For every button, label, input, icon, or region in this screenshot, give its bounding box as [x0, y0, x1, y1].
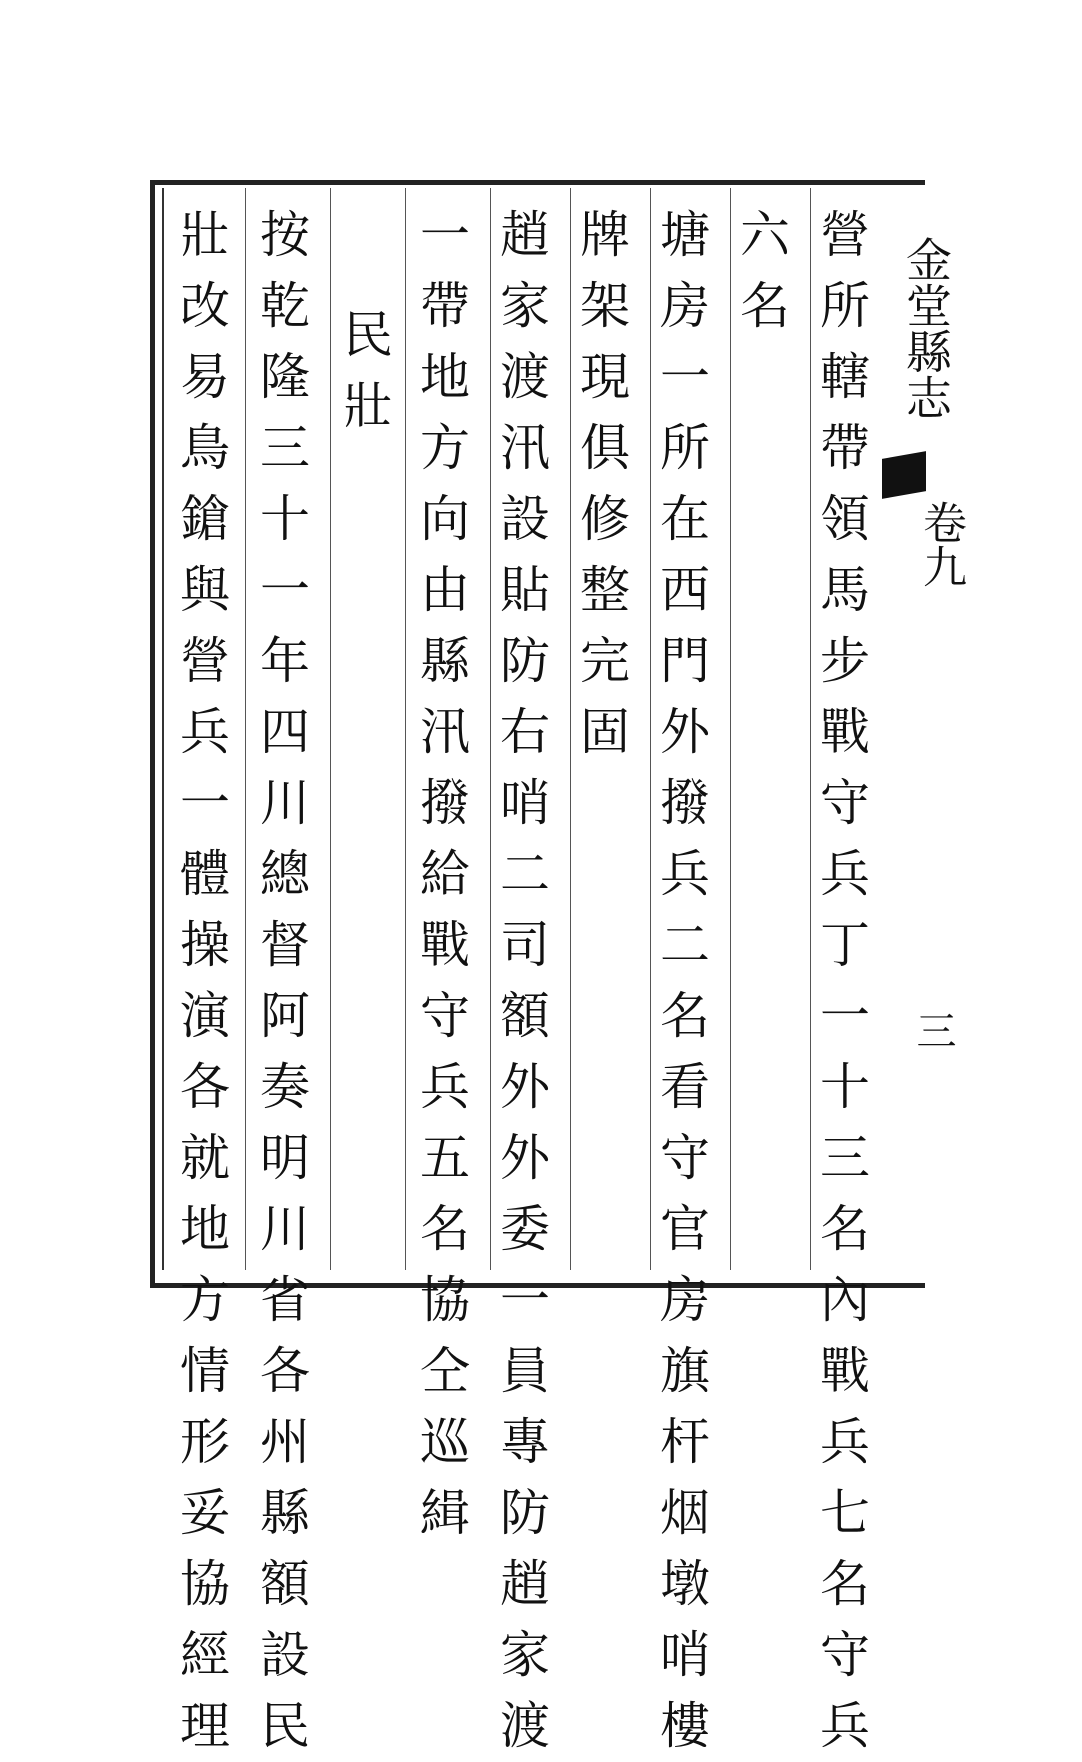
character: 地 — [180, 1200, 230, 1258]
character: 四 — [260, 703, 310, 761]
character: 右 — [500, 703, 550, 761]
character: 丁 — [820, 916, 870, 974]
character: 汛 — [420, 703, 470, 761]
text-column-5 — [495, 200, 555, 1762]
character: 川 — [260, 1200, 310, 1258]
character: 改 — [180, 277, 230, 335]
character: 俱 — [580, 419, 630, 477]
character: 與 — [180, 561, 230, 619]
character: 十 — [820, 1058, 870, 1116]
character: 撥 — [420, 774, 470, 832]
character: 協 — [180, 1555, 230, 1613]
character: 易 — [180, 348, 230, 406]
character: 營 — [180, 632, 230, 690]
character: 巡 — [420, 1413, 470, 1471]
character: 一 — [420, 206, 470, 264]
character: 操 — [180, 916, 230, 974]
character: 一 — [660, 348, 710, 406]
character: 房 — [660, 1271, 710, 1329]
character: 現 — [580, 348, 630, 406]
character: 在 — [660, 490, 710, 548]
character: 一 — [500, 1271, 550, 1329]
character: 額 — [500, 987, 550, 1045]
character: 趙 — [500, 1555, 550, 1613]
character: 專 — [500, 1413, 550, 1471]
character: 隆 — [260, 348, 310, 406]
text-column-3 — [655, 200, 715, 1762]
character: 帶 — [420, 277, 470, 335]
character: 明 — [260, 1129, 310, 1187]
character: 名 — [420, 1200, 470, 1258]
character: 兵 — [420, 1058, 470, 1116]
character: 鎗 — [180, 490, 230, 548]
character: 額 — [260, 1555, 310, 1613]
character: 樓 — [660, 1697, 710, 1755]
character: 壯 — [343, 377, 393, 435]
character: 守 — [820, 774, 870, 832]
character: 二 — [500, 845, 550, 903]
character: 理 — [180, 1697, 230, 1755]
character: 戰 — [820, 703, 870, 761]
character: 一 — [180, 774, 230, 832]
character: 轄 — [820, 348, 870, 406]
character: 汛 — [500, 419, 550, 477]
character: 外 — [660, 703, 710, 761]
character: 守 — [420, 987, 470, 1045]
character: 所 — [660, 419, 710, 477]
character: 州 — [260, 1413, 310, 1471]
column-rule — [810, 188, 811, 1270]
character: 員 — [500, 1342, 550, 1400]
character: 總 — [260, 845, 310, 903]
character: 給 — [420, 845, 470, 903]
character: 外 — [500, 1129, 550, 1187]
character: 委 — [500, 1200, 550, 1258]
volume-label: 卷九 — [915, 500, 966, 588]
character: 方 — [420, 419, 470, 477]
character: 形 — [180, 1413, 230, 1471]
character: 方 — [180, 1271, 230, 1329]
ink-block-mark — [882, 451, 926, 499]
character: 撥 — [660, 774, 710, 832]
character: 旗 — [660, 1342, 710, 1400]
character: 各 — [180, 1058, 230, 1116]
character: 守 — [660, 1129, 710, 1187]
character: 防 — [500, 1484, 550, 1542]
character: 哨 — [500, 774, 550, 832]
character: 帶 — [820, 419, 870, 477]
character: 省 — [260, 1271, 310, 1329]
character: 修 — [580, 490, 630, 548]
character: 防 — [500, 632, 550, 690]
character: 步 — [820, 632, 870, 690]
column-rule — [570, 188, 571, 1270]
character: 六 — [740, 206, 790, 264]
character: 貼 — [500, 561, 550, 619]
character: 兵 — [820, 1413, 870, 1471]
character: 墩 — [660, 1555, 710, 1613]
character: 架 — [580, 277, 630, 335]
character: 體 — [180, 845, 230, 903]
character: 妥 — [180, 1484, 230, 1542]
character: 牌 — [580, 206, 630, 264]
character: 就 — [180, 1129, 230, 1187]
character: 按 — [260, 206, 310, 264]
character: 由 — [420, 561, 470, 619]
character: 門 — [660, 632, 710, 690]
character: 地 — [420, 348, 470, 406]
character: 設 — [260, 1626, 310, 1684]
character: 各 — [260, 1342, 310, 1400]
character: 西 — [660, 561, 710, 619]
column-rule — [405, 188, 406, 1270]
text-column-6 — [415, 200, 475, 1549]
character: 兵 — [660, 845, 710, 903]
character: 家 — [500, 277, 550, 335]
character: 兵 — [820, 845, 870, 903]
text-column-1 — [815, 200, 875, 1762]
character: 營 — [820, 206, 870, 264]
character: 七 — [820, 1484, 870, 1542]
character: 縣 — [420, 632, 470, 690]
character: 渡 — [500, 348, 550, 406]
text-column-8 — [255, 200, 315, 1762]
character: 領 — [820, 490, 870, 548]
character: 三 — [820, 1129, 870, 1187]
character: 民 — [343, 306, 393, 364]
character: 督 — [260, 916, 310, 974]
column-rule — [650, 188, 651, 1270]
character: 烟 — [660, 1484, 710, 1542]
character: 名 — [820, 1200, 870, 1258]
character: 三 — [260, 419, 310, 477]
character: 鳥 — [180, 419, 230, 477]
character: 向 — [420, 490, 470, 548]
character: 川 — [260, 774, 310, 832]
character: 阿 — [260, 987, 310, 1045]
character: 名 — [660, 987, 710, 1045]
character: 民 — [260, 1697, 310, 1755]
character: 固 — [580, 703, 630, 761]
text-column-9 — [175, 200, 235, 1762]
character: 官 — [660, 1200, 710, 1258]
character: 內 — [820, 1271, 870, 1329]
character: 司 — [500, 916, 550, 974]
character: 整 — [580, 561, 630, 619]
book-title: 金堂縣志 — [899, 236, 953, 420]
character: 仝 — [420, 1342, 470, 1400]
character: 守 — [820, 1626, 870, 1684]
character: 設 — [500, 490, 550, 548]
character: 十 — [260, 490, 310, 548]
column-rule — [330, 188, 331, 1270]
character: 五 — [420, 1129, 470, 1187]
character: 杆 — [660, 1413, 710, 1471]
character: 馬 — [820, 561, 870, 619]
character: 經 — [180, 1626, 230, 1684]
character: 緝 — [420, 1484, 470, 1542]
character: 名 — [820, 1555, 870, 1613]
text-column-4 — [575, 200, 635, 768]
character: 情 — [180, 1342, 230, 1400]
character: 房 — [660, 277, 710, 335]
character: 塘 — [660, 206, 710, 264]
character: 所 — [820, 277, 870, 335]
character: 兵 — [180, 703, 230, 761]
page-number: 三 — [910, 1010, 956, 1050]
character: 哨 — [660, 1626, 710, 1684]
column-rule — [730, 188, 731, 1270]
column-rule — [245, 188, 246, 1270]
character: 協 — [420, 1271, 470, 1329]
character: 渡 — [500, 1697, 550, 1755]
character: 兵 — [820, 1697, 870, 1755]
character: 完 — [580, 632, 630, 690]
character: 戰 — [420, 916, 470, 974]
character: 年 — [260, 632, 310, 690]
text-column-2 — [735, 200, 795, 342]
character: 乾 — [260, 277, 310, 335]
character: 趙 — [500, 206, 550, 264]
character: 看 — [660, 1058, 710, 1116]
inner-border — [162, 188, 164, 1270]
character: 外 — [500, 1058, 550, 1116]
character: 名 — [740, 277, 790, 335]
character: 二 — [660, 916, 710, 974]
column-rule — [490, 188, 491, 1270]
character: 壯 — [180, 206, 230, 264]
character: 一 — [820, 987, 870, 1045]
character: 奏 — [260, 1058, 310, 1116]
character: 演 — [180, 987, 230, 1045]
character: 縣 — [260, 1484, 310, 1542]
book-title-column — [899, 188, 961, 468]
text-column-7 — [338, 300, 398, 442]
character: 戰 — [820, 1342, 870, 1400]
character: 家 — [500, 1626, 550, 1684]
character: 一 — [260, 561, 310, 619]
